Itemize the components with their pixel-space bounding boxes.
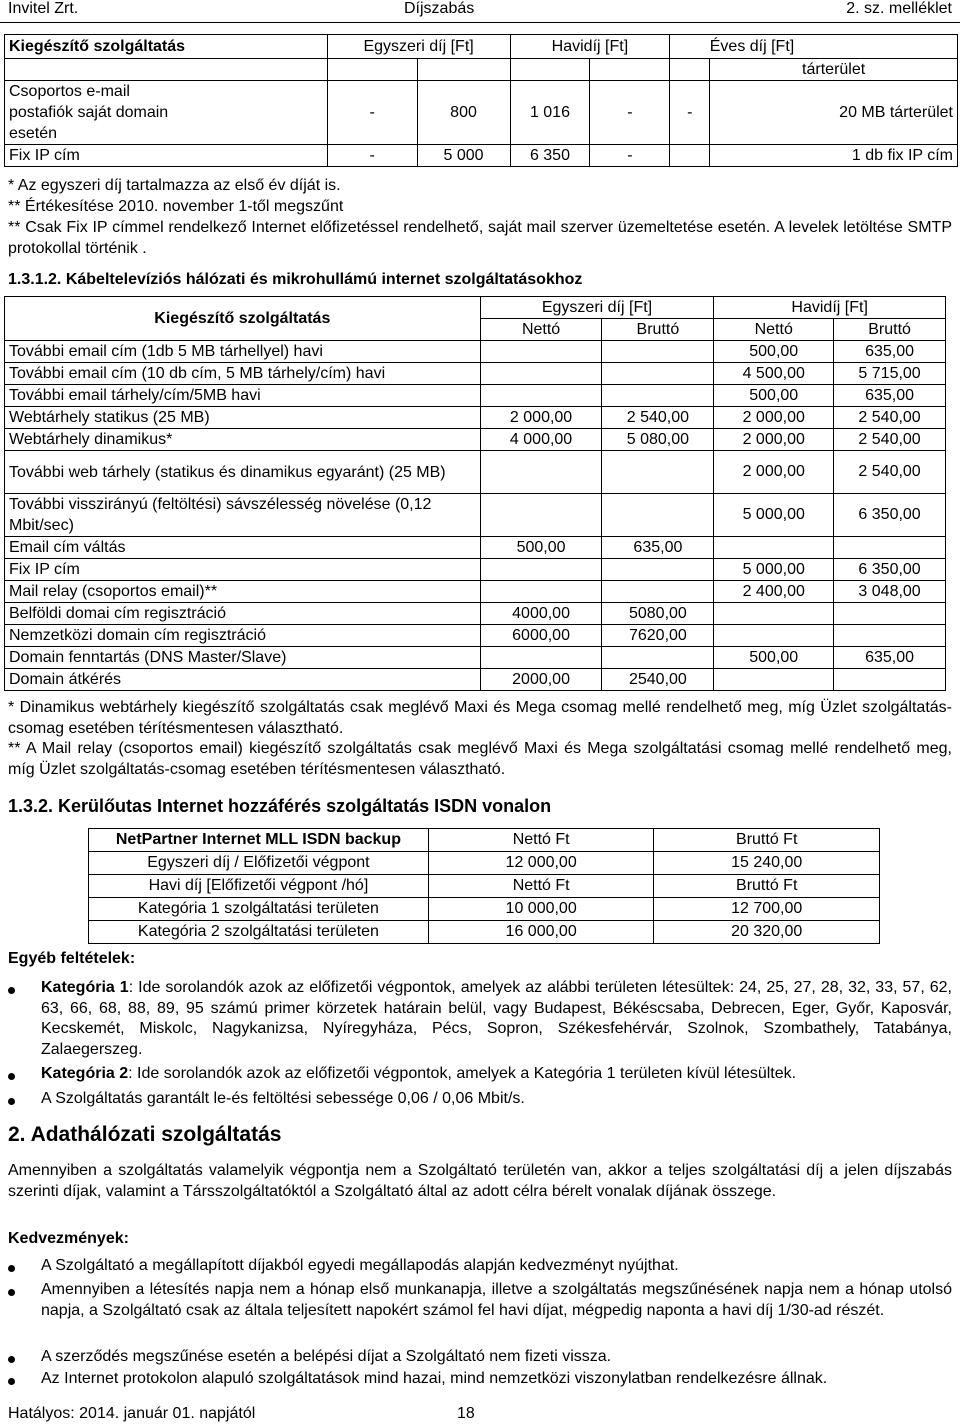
col-header-gross: Bruttó [602, 319, 714, 341]
table-row [5, 385, 946, 407]
section-2-text: Amennyiben a szolgáltatás valamelyik végpontja nem a Szolgáltató területén van, akkor a teljes szolgáltatási díj a jelen díjszabás szerinti díjak, valamint a Társszolgáltatóktól a Szolgáltató által az adott célra bérelt vonalak díjának összege. [8, 1162, 952, 1200]
monthly-net [714, 625, 834, 647]
table-row [5, 625, 946, 647]
table-row [5, 669, 946, 691]
isdn-backup-table [88, 828, 880, 944]
table-row [5, 494, 946, 537]
service-name: További web tárhely (statikus és dinamikus egyaránt) (25 MB) [5, 451, 481, 494]
header-annex: 2. sz. melléklet [846, 0, 952, 17]
once-net [480, 494, 602, 537]
table-row: Csoportos e-mail postafiók saját domain esetén - 800 1 016 - - 20 MB tárterület [5, 81, 958, 145]
gross-value: Bruttó Ft [654, 875, 880, 898]
once-net: 4 000,00 [480, 429, 602, 451]
monthly-gross: 6 350,00 [834, 494, 946, 537]
bullet-icon [8, 1265, 15, 1272]
monthly-net: 4 500,00 [714, 363, 834, 385]
once-gross [602, 581, 714, 603]
table-row [5, 429, 946, 451]
service-name: További email cím (1db 5 MB tárhellyel) havi [5, 341, 481, 363]
once-gross: 2 540,00 [602, 407, 714, 429]
note-line: ** Értékesítése 2010. november 1-től megszűnt [8, 198, 344, 215]
page-number: 18 [457, 1405, 475, 1422]
once-gross [602, 363, 714, 385]
addon-services-table-1 [4, 34, 958, 167]
once-net: 500,00 [480, 537, 602, 559]
service-name: További visszirányú (feltöltési) sávszélesség növelése (0,12 Mbit/sec) [5, 494, 481, 537]
note-cell: tárterület [710, 59, 958, 81]
table-row [5, 647, 946, 669]
once-gross [602, 647, 714, 669]
once-gross [602, 494, 714, 537]
monthly-net: 2 000,00 [714, 451, 834, 494]
table-row [89, 898, 880, 921]
service-name: Email cím váltás [5, 537, 481, 559]
once-net [480, 647, 602, 669]
monthly-net [714, 537, 834, 559]
once-gross [602, 341, 714, 363]
once-gross: 7620,00 [602, 625, 714, 647]
once-gross [602, 559, 714, 581]
monthly-net: 2 000,00 [714, 429, 834, 451]
net-value: Nettó Ft [428, 875, 654, 898]
monthly-gross [834, 669, 946, 691]
once-gross: 5 080,00 [602, 429, 714, 451]
monthly-gross: 5 715,00 [834, 363, 946, 385]
once-net [480, 559, 602, 581]
once-net: 4000,00 [480, 603, 602, 625]
table-row [89, 852, 880, 875]
col-header-gross: Bruttó [834, 319, 946, 341]
table-row [89, 875, 880, 898]
monthly-gross: 2 540,00 [834, 451, 946, 494]
bullet-icon [8, 987, 15, 994]
bullet-icon [8, 1356, 15, 1363]
service-name: Webtárhely statikus (25 MB) [5, 407, 481, 429]
gross-value: Bruttó Ft [654, 829, 880, 852]
monthly-gross: 2 540,00 [834, 407, 946, 429]
once-gross [602, 385, 714, 407]
once-gross: 2540,00 [602, 669, 714, 691]
other-conditions-title: Egyéb feltételek: [8, 950, 136, 967]
cable-internet-addons-table [4, 296, 946, 691]
table-row [89, 829, 880, 852]
col-header-net: Nettó [480, 319, 602, 341]
col-header-yearly: Éves díj [Ft] [710, 35, 958, 59]
bullet-icon [8, 1073, 15, 1080]
notes-2 [8, 698, 952, 780]
once-net [480, 363, 602, 385]
once-gross [602, 451, 714, 494]
service-name: További email cím (10 db cím, 5 MB tárhely/cím) havi [5, 363, 481, 385]
section-heading-132: 1.3.2. Kerülőutas Internet hozzáférés szolgáltatás ISDN vonalon [8, 796, 552, 816]
net-value: Nettó Ft [428, 829, 654, 852]
table-row [5, 581, 946, 603]
monthly-net: 5 000,00 [714, 559, 834, 581]
col-header-once: Egyszeri díj [Ft] [480, 297, 714, 319]
once-net [480, 341, 602, 363]
monthly-gross: 6 350,00 [834, 559, 946, 581]
monthly-gross: 635,00 [834, 341, 946, 363]
col-header-once: Egyszeri díj [Ft] [327, 35, 510, 59]
monthly-net: 2 000,00 [714, 407, 834, 429]
header-rule [0, 22, 960, 23]
section-heading-1312: 1.3.1.2. Kábeltelevíziós hálózati és mikrohullámú internet szolgáltatásokhoz [8, 271, 583, 288]
note-line: ** A Mail relay (csoportos email) kiegészítő szolgáltatás csak meglévő Maxi és Mega szolgáltatási csomag mellé rendelhető meg, míg Üzlet szolgáltatás-csomag esetében térítésmentesen választható. [8, 740, 952, 778]
once-gross: 635,00 [602, 537, 714, 559]
once-net [480, 581, 602, 603]
col-header-net: Nettó [714, 319, 834, 341]
monthly-gross: 635,00 [834, 647, 946, 669]
net-value: 12 000,00 [428, 852, 654, 875]
col-header-monthly: Havidíj [Ft] [714, 297, 946, 319]
note-cell: 20 MB tárterület [710, 81, 958, 145]
bullet-icon [8, 1289, 15, 1296]
row-label: NetPartner Internet MLL ISDN backup [89, 829, 429, 852]
monthly-gross [834, 625, 946, 647]
service-name: Domain átkérés [5, 669, 481, 691]
monthly-gross [834, 537, 946, 559]
monthly-net: 5 000,00 [714, 494, 834, 537]
monthly-net: 500,00 [714, 647, 834, 669]
col-header-service: Kiegészítő szolgáltatás [5, 297, 481, 341]
service-name: Belföldi domai cím regisztráció [5, 603, 481, 625]
once-net: 2000,00 [480, 669, 602, 691]
service-name: Mail relay (csoportos email)** [5, 581, 481, 603]
net-value: 10 000,00 [428, 898, 654, 921]
discounts-title: Kedvezmények: [8, 1230, 129, 1247]
once-net [480, 451, 602, 494]
service-name: Domain fenntartás (DNS Master/Slave) [5, 647, 481, 669]
table-row [89, 921, 880, 944]
bullet-icon [8, 1378, 15, 1385]
table-row [5, 451, 946, 494]
table-row [5, 341, 946, 363]
once-net: 2 000,00 [480, 407, 602, 429]
table-row [5, 559, 946, 581]
table-row [5, 363, 946, 385]
note-cell: 1 db fix IP cím [710, 145, 958, 167]
net-value: 16 000,00 [428, 921, 654, 944]
note-line: ** Csak Fix IP címmel rendelkező Internet előfizetéssel rendelhető, saját mail szerver üzemeltetése esetén. A levelek letöltése SMTP protokollal történik . [8, 219, 952, 257]
section-heading-2: 2. Adathálózati szolgáltatás [8, 1123, 282, 1146]
footer-effective-date: Hatályos: 2014. január 01. napjától [8, 1405, 256, 1422]
table-row [5, 407, 946, 429]
monthly-gross: 2 540,00 [834, 429, 946, 451]
table-body [5, 341, 946, 691]
row-label: Egyszeri díj / Előfizetői végpont [89, 852, 429, 875]
monthly-net: 500,00 [714, 341, 834, 363]
note-line: * Az egyszeri díj tartalmazza az első év díját is. [8, 177, 341, 194]
header-title: Díjszabás [404, 0, 475, 17]
monthly-gross: 3 048,00 [834, 581, 946, 603]
once-net [480, 385, 602, 407]
table-header-row [5, 35, 958, 59]
service-name: További email tárhely/cím/5MB havi [5, 385, 481, 407]
table-row [5, 603, 946, 625]
once-net: 6000,00 [480, 625, 602, 647]
monthly-net: 500,00 [714, 385, 834, 407]
gross-value: 15 240,00 [654, 852, 880, 875]
service-name: Fix IP cím [5, 559, 481, 581]
monthly-net [714, 603, 834, 625]
bullet-icon [8, 1098, 15, 1105]
monthly-net [714, 669, 834, 691]
once-gross: 5080,00 [602, 603, 714, 625]
gross-value: 12 700,00 [654, 898, 880, 921]
note-line: * Dinamikus webtárhely kiegészítő szolgáltatás csak meglévő Maxi és Mega csomag mellé rendelhető meg, míg Üzlet szolgáltatás-csomag esetében térítésmentesen választható. [8, 699, 952, 737]
service-name: Nemzetközi domain cím regisztráció [5, 625, 481, 647]
row-label: Kategória 1 szolgáltatási területen [89, 898, 429, 921]
table-row [5, 537, 946, 559]
service-name: Webtárhely dinamikus* [5, 429, 481, 451]
row-label: Kategória 2 szolgáltatási területen [89, 921, 429, 944]
col-header-service: Kiegészítő szolgáltatás [5, 35, 328, 59]
gross-value: 20 320,00 [654, 921, 880, 944]
col-header-monthly: Havidíj [Ft] [510, 35, 670, 59]
notes-1 [8, 175, 952, 259]
monthly-gross: 635,00 [834, 385, 946, 407]
service-name: Csoportos e-mail postafiók saját domain esetén [5, 81, 328, 145]
monthly-gross [834, 603, 946, 625]
header-company: Invitel Zrt. [8, 0, 79, 17]
table-row: Fix IP cím - 5 000 6 350 - 1 db fix IP cím [5, 145, 958, 167]
monthly-net: 2 400,00 [714, 581, 834, 603]
row-label: Havi díj [Előfizetői végpont /hó] [89, 875, 429, 898]
table-row [5, 59, 958, 81]
